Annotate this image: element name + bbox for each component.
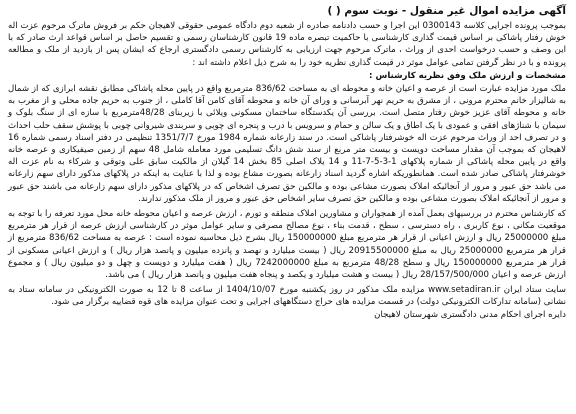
auction-details: سایت ستاد ایران www.setadiran.ir مزایده ملک مذکور در روز یکشنبه مورخ 1404/10/07 از ساعت 8 تا 12 به صورت الکترونیکی در سامانه ستاد به نشانی (سامانه تدارکات الکترونیکی دولت) در قسمت مزایده های حراج دستگاههای اجرایی و تحت عنوان مزایده های قوه قضاییه برگزار می شود.	[8, 285, 566, 308]
notice-intro: بموجب پرونده اجرایی کلاسه 0300143 این اجرا و حسب دادنامه صادره از شعبه دوم دادگاه عمومی حقوقی لاهیجان حکم بر فروش ماترک مرحوم عزت اله خوش رفتار پاشاکی بر اساس قیمت گذاری کارشناسی با حاکمیت تبصره ماده 19 قانون کارشناسان رسمی و تقسیم حاصل بر اساس قواعد ارث صادر که با این وصف و حسب درخواست احدی از وراث ، ماترک مرحوم جهت ارزیابی به کارشناس رسمی دادگستری ارجاع که ایشان پس از بازدید از ملک و مطالعه پرونده و با در نظر گرفتن تمامی عوامل موثر در قیمت گذاری نظریه خود را به شرح ذیل اعلام داشته اند :	[8, 21, 567, 68]
notice-title: آگهی مزایده اموال غیر منقول - نوبت سوم ( )	[327, 5, 566, 17]
property-description: ملک مورد مزایده عبارت است از عرصه و اعیان خانه و محوطه ای به مساحت 836/62 مترمربع واقع در پایین محله پاشاکی مطابق نقشه ابرازی که از شمال به شالیزار خانم محترم مرونی ، از مشرق به حریم نهر آبرسانی و ورای آن خانه و محوطه آقای کامن آقا کاملی ، از جنوب به حریم جاده محلی و از مغرب به خانه و محوطه آقای عزیز خوش رفتار متصل است. بررسی آن یکدستگاه ساختمان مسکونی ویلائی با زیربنای 48/28مترمربع با سازه ای از سنگ بلوک و سیمان با شناژهای افقی و عمودی با یک اطاق و یک سالن و حمام و سرویس با درب و پنجره ای چوبی و سربندی شیروانی چوبی با پوشش سقف حلب احداث و در تصرف احد از وراث مرحوم عزت اله خوشرفتار پاشاکی است. در سند زارعانه شماره 1984 مورخ 1351/7/7 تنظیمی در دفتر اسناد رسمی شماره 16 لاهیجان که بموجب آن مقدار مساحت دویست و بیست متر مربع از سند شش دانگ تسلیمی مورد معامله شامل 48 سهم از زمین صیفیکاری و عرصه خانه واقع در پایین محله پاشاکی از شماره پلاکهای 1-3-5-7-11 و 14 یلاک اصلی 85 بخش 14 گیلان از مالکیت سابق علی وتوقی و شرکاء به نام عزت اله خوشرفتار پاشاکی صادر شده است. همانطوریکه اشاره گردید اسناد زارعانه بصورت مشاع بوده و لذا با عنایت به اینکه در پلاکهای مذکور دارای سهم زارعانه می باشد حق عبور و مرور از آنجائیکه املاک بصورت مشاعی بوده و مالکین حق تصرف اشخاص که در پلاکهای مذکور دارای سهم زارعانه می باشند حق عبور و مرور از آنجائیکه املاک بصورت مشاعی بوده و مالکین حق تصرف سایر اشخاص حق عبور و مرور از ملک مذکور ندارند.	[8, 84, 566, 204]
valuation-paragraph: که کارشناس محترم در بررسیهای بعمل آمده از همجواران و مشاورین املاک منطقه و تورم ، ارزش عرصه و اعیان محوطه خانه محل مورد تعرفه را با توجه به موقعیت مکانی ، نوع کاربری ، راه دسترسی ، سطح ، قدمت بناء ، نوع مصالح مصرفی و سایر عوامل موثر در کارشناسی ارزش عرصه از قرار هر مترمربع مبلغ 25000000 ریال و ارزش اعیانی از قرار هر مترمربع مبلغ 150000000 ریال بشرح ذیل محاسبه نموده است : عرصه به مساحت 836/62 مترمربع از قرار هر مترمربع 25000000 ریال به مبلغ 20915500000 ریال ( بیست میلیارد و نهصد و پانزده میلیون و پانصد هزار ریال ) و ارزش اعیانی مسکونی از قرار هر مترمربع 150000000 ریال و سطح 48/28 مترمربع به مبلغ 7242000000 ریال ( هفت میلیارد و دویست و چهل و دو میلیون ریال ) و مجموع ارزش عرصه و اعیان 28/157/500/000 ریال ( بیست و هشت میلیارد و یکصد و پنجاه هفت میلیون و پانصد هزار ریال ) می باشد.	[8, 209, 567, 281]
spec-heading: مشخصات و ارزش ملک وفق نظریه کارشناس :	[369, 70, 566, 81]
issuer-signature: دایره اجرای احکام مدنی دادگستری شهرستان لاهیجان	[374, 309, 566, 320]
